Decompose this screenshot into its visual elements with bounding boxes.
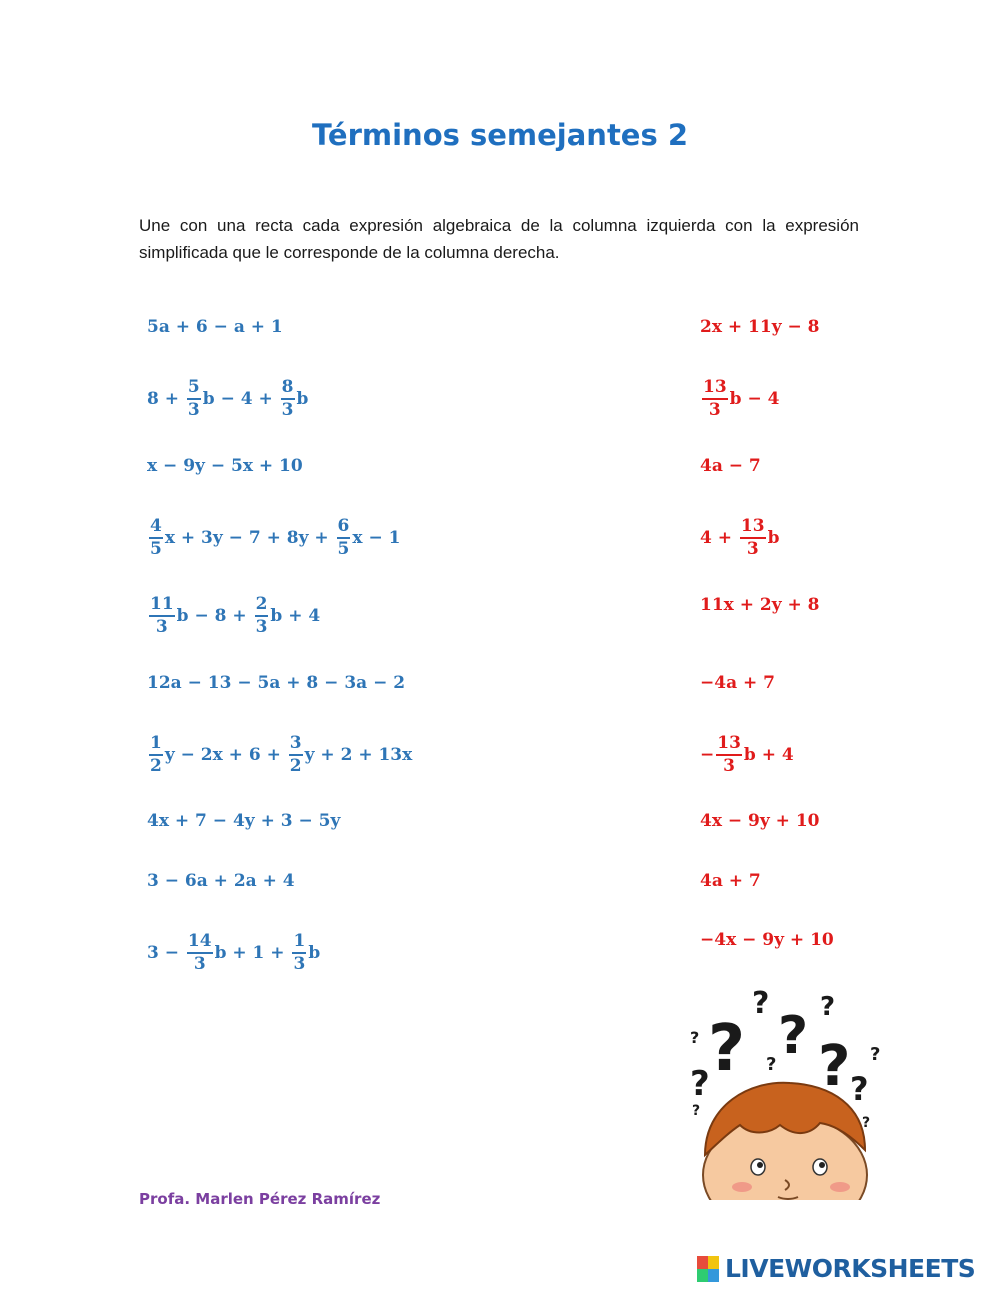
fraction-denominator: 2 [289,756,302,776]
fraction-denominator: 5 [150,539,162,559]
expression-term: b [767,528,780,548]
right-expression-4[interactable] [700,508,779,568]
fraction-numerator: 4 [149,518,163,539]
expression-term: b − 4 + [202,389,279,409]
left-expression-1[interactable] [147,297,283,357]
question-mark-icon: ? [870,1044,881,1065]
liveworksheets-logo-text: LIVEWORKSHEETS [725,1254,976,1283]
instructions-text: Une con una recta cada expresión algebraica de la columna izquierda con la expresión simplificada que le corresponde de la columna derecha. [139,216,859,262]
right-expression-9[interactable] [700,851,761,911]
expression-term: b + 4 [743,745,794,765]
fraction-denominator: 3 [187,400,200,420]
question-mark-icon: ? [862,1115,871,1131]
question-mark-icon: ? [820,992,836,1022]
fraction-numerator: 6 [337,518,351,539]
expression-term: −4a + 7 [700,673,775,693]
expression-term: b + 4 [270,606,321,626]
fraction [702,379,728,419]
right-expression-10[interactable] [700,910,834,970]
left-expression-5[interactable] [147,586,320,646]
expression-term: b [308,943,321,963]
fraction-numerator: 11 [149,596,175,617]
fraction [716,735,742,775]
fraction-numerator: 5 [187,379,201,400]
fraction-numerator: 1 [149,735,163,756]
fraction-denominator: 3 [293,954,306,974]
right-expression-2[interactable] [700,369,779,429]
fraction-denominator: 2 [150,756,162,776]
expression-term: b − 4 [729,389,780,409]
question-mark-icon: ? [778,1006,809,1066]
fraction [149,518,163,558]
left-expression-8[interactable] [147,791,340,851]
expression-term: 8 + [147,389,185,409]
fraction-denominator: 3 [155,617,168,637]
right-expression-1[interactable] [700,297,820,357]
fraction [255,596,269,636]
left-expression-2[interactable] [147,369,308,429]
expression-term: 4x + 7 − 4y + 3 − 5y [147,811,341,831]
left-expression-10[interactable] [147,923,320,983]
left-expression-7[interactable] [147,725,412,785]
expression-term: b + 1 + [214,943,291,963]
fraction-denominator: 3 [193,954,206,974]
fraction [281,379,295,419]
fraction-numerator: 13 [740,518,766,539]
liveworksheets-logo-icon [697,1256,719,1282]
expression-term: y − 2x + 6 + [164,745,287,765]
question-mark-icon: ? [850,1070,869,1108]
question-mark-icon: ? [690,1028,700,1047]
question-mark-icon: ? [708,1012,746,1086]
fraction-denominator: 3 [746,539,759,559]
expression-term: b [296,389,309,409]
expression-term: 11x + 2y + 8 [700,595,820,615]
question-mark-icon: ? [690,1064,710,1104]
expression-term: 2x + 11y − 8 [700,317,820,337]
right-expression-8[interactable] [700,791,820,851]
question-mark-icon: ? [752,986,770,1021]
fraction [289,735,303,775]
fraction-numerator: 14 [187,933,213,954]
question-mark-icon: ? [692,1103,701,1119]
liveworksheets-logo [697,1254,975,1283]
expression-term: − [700,745,715,765]
fraction [187,933,213,973]
expression-term: 3 − [147,943,185,963]
fraction-denominator: 3 [255,617,268,637]
fraction-numerator: 13 [702,379,728,400]
question-mark-icon: ? [818,1034,851,1099]
expression-term: 4a − 7 [700,456,761,476]
fraction [337,518,351,558]
fraction-numerator: 3 [289,735,303,756]
expression-term: 12a − 13 − 5a + 8 − 3a − 2 [147,673,406,693]
expression-term: b − 8 + [176,606,253,626]
fraction [740,518,766,558]
fraction [187,379,201,419]
fraction-denominator: 3 [723,756,735,776]
right-expression-3[interactable] [700,436,761,496]
expression-term: 5a + 6 − a + 1 [147,317,283,337]
right-expression-7[interactable] [700,725,794,785]
author-credit: Profa. Marlen Pérez Ramírez [139,1190,381,1208]
right-expression-6[interactable] [700,653,775,713]
fraction [149,596,175,636]
left-expression-9[interactable] [147,851,295,911]
expression-term: 3 − 6a + 2a + 4 [147,871,295,891]
fraction [149,735,163,775]
expression-term: x + 3y − 7 + 8y + [164,528,335,548]
fraction-numerator: 8 [281,379,295,400]
question-mark-icon: ? [766,1054,777,1075]
fraction-denominator: 3 [281,400,294,420]
fraction-denominator: 5 [337,539,350,559]
fraction-numerator: 2 [255,596,269,617]
fraction-numerator: 1 [292,933,306,954]
expression-term: y + 2 + 13x [304,745,413,765]
page-title: Términos semejantes 2 [311,118,689,152]
expression-term: 4x − 9y + 10 [700,811,820,831]
fraction [292,933,306,973]
confused-child-illustration [680,975,895,1200]
expression-term: x − 9y − 5x + 10 [147,456,303,476]
expression-term: 4a + 7 [700,871,761,891]
fraction-numerator: 13 [716,735,742,756]
left-expression-4[interactable] [147,508,400,568]
left-expression-6[interactable] [147,653,405,713]
fraction-denominator: 3 [708,400,721,420]
expression-term: 4 + [700,528,738,548]
expression-term: −4x − 9y + 10 [700,930,834,950]
expression-term: x − 1 [352,528,401,548]
left-expression-3[interactable] [147,436,303,496]
right-expression-5[interactable] [700,575,820,635]
